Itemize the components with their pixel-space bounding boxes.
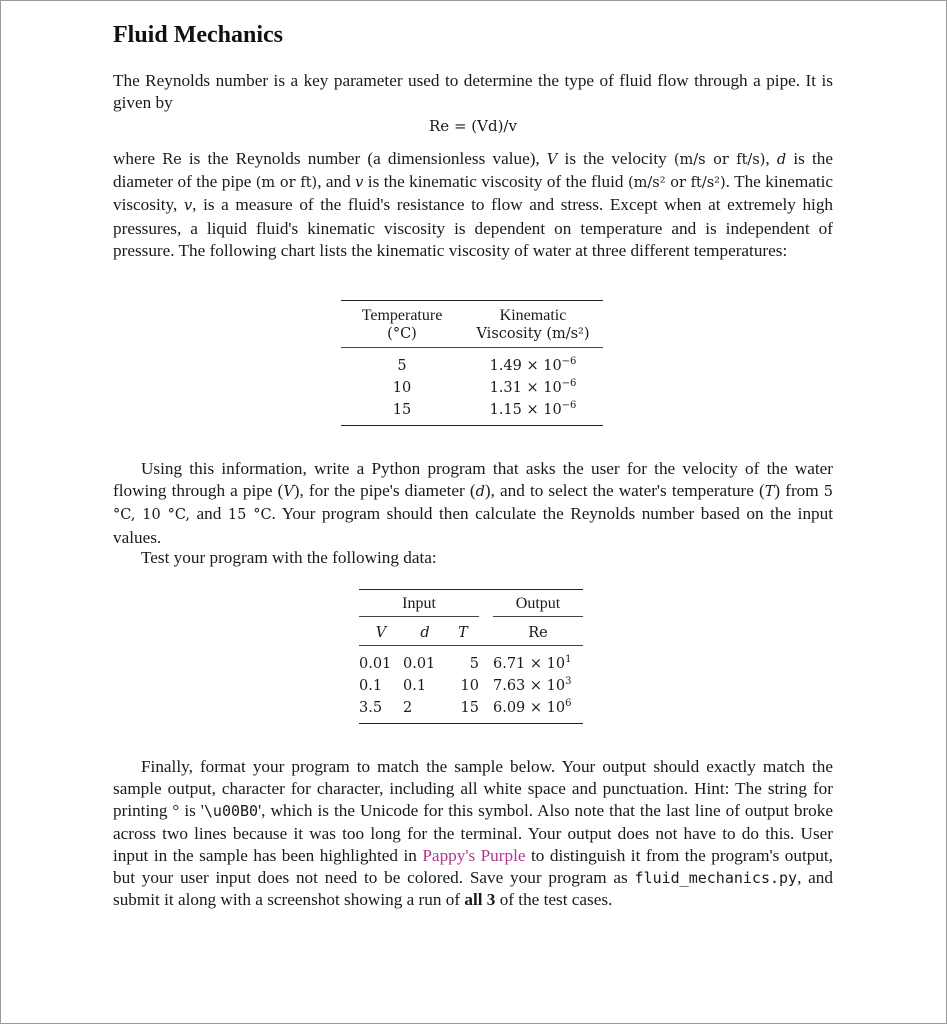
- col-re: Re: [528, 624, 548, 641]
- test-data-table: [359, 589, 583, 724]
- col-d: d: [420, 624, 430, 641]
- col-t: T: [458, 624, 468, 641]
- col-v: V: [375, 624, 387, 641]
- viscosity-table: [341, 300, 603, 426]
- table-row: 15 $1.15 \times 10^{-6}$: [392, 400, 577, 418]
- final-paragraph: Finally, format your program to match the sample below. Your output should exactly match the sample output, character for character, including all white space and punctuation. Hint: The string for printing ° is '\u00B0', which is the Unicode for this symbol. Also note that the last line of output broke across two lines because it was too long for the terminal. Your output does not have to do this. User input in the sample has been highlighted in Pappy's Purple to distinguish it from the program's output, but your user input does not need to be colored. Save your program as fluid_mechanics.py, and submit it along with a screenshot showing a run of all 3 of the test cases.: [113, 757, 833, 910]
- intro-paragraph: The Reynolds number is a key parameter used to determine the type of fluid flow through a pipe. It is given by: [113, 71, 833, 113]
- definitions-paragraph: where Re is the Reynolds number (a dimensionless value), V is the velocity (m/s or ft/s), d is the diameter of the pipe (m or ft), and v is the kinematic viscosity of the fluid (m/s² or ft/s²). The kinematic viscosity, v, is a measure of the fluid's resistance to flow and stress. Except when at extremely high pressures, a liquid fluid's kinematic viscosity is dependent on temperature and is independent of pressure. The following chart lists the kinematic viscosity of water at three different temperatures:: [113, 149, 834, 260]
- header-input: Input: [402, 595, 436, 612]
- table-row: 0.1 0.1 10 $7.63 \times 10^3$: [359, 675, 572, 694]
- table-row: 0.01 0.01 5 $6.71 \times 10^1$: [359, 653, 572, 672]
- program-paragraph: Using this information, write a Python program that asks the user for the velocity of the water flowing through a pipe (V), for the pipe's diameter (d), and to select the water's temperature (T) from 5 °C, 10 °C, and 15 °C. Your program should then calculate the Reynolds number based on the input values.: [113, 459, 833, 547]
- table-row: 3.5 2 15 $6.09 \times 10^6$: [359, 697, 572, 716]
- header-output: Output: [515, 595, 561, 612]
- header-viscosity-l2: Viscosity (m/s²): [476, 326, 590, 342]
- table-row: 10 $1.31 \times 10^{-6}$: [392, 378, 577, 396]
- section-title: Fluid Mechanics: [113, 22, 284, 48]
- header-viscosity-l1: Kinematic: [499, 307, 567, 324]
- table-row: 5 $1.49 \times 10^{-6}$: [397, 356, 577, 374]
- reynolds-equation: Re = (Vd)/v: [429, 117, 517, 135]
- header-temperature-l2: (°C): [387, 326, 417, 342]
- header-temperature-l1: Temperature: [361, 307, 443, 324]
- test-instruction: Test your program with the following data:: [141, 548, 437, 567]
